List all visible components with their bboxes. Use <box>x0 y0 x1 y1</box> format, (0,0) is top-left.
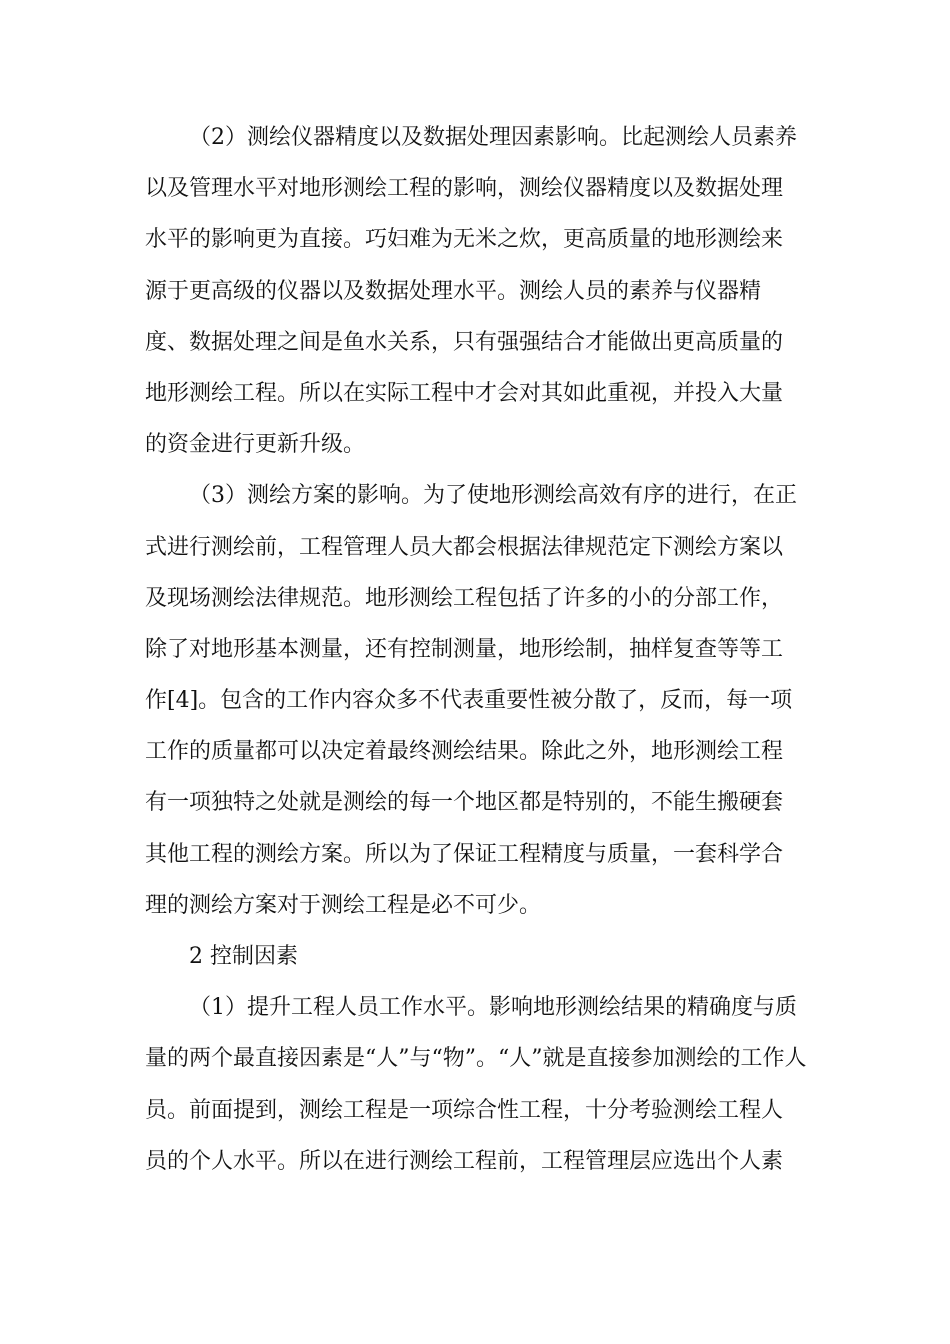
text-line: 员。前面提到，测绘工程是一项综合性工程，十分考验测绘工程人 <box>145 1097 784 1123</box>
text-line: （3）测绘方案的影响。为了使地形测绘高效有序的进行，在正 <box>189 483 797 509</box>
text-line: 有一项独特之处就是测绘的每一个地区都是特别的，不能生搬硬套 <box>145 790 784 816</box>
text-line: 源于更高级的仪器以及数据处理水平。测绘人员的素养与仪器精 <box>145 278 762 304</box>
text-line: 理的测绘方案对于测绘工程是必不可少。 <box>145 892 542 918</box>
text-line: 工作的质量都可以决定着最终测绘结果。除此之外，地形测绘工程 <box>145 739 784 765</box>
text-line: （2）测绘仪器精度以及数据处理因素影响。比起测绘人员素养 <box>189 125 797 150</box>
text-line: 及现场测绘法律规范。地形测绘工程包括了许多的小的分部工作， <box>145 585 784 611</box>
section-heading: 2 控制因素 <box>189 944 298 969</box>
text-line: 的资金进行更新升级。 <box>145 432 366 458</box>
body-text <box>145 112 810 1187</box>
text-line: （1）提升工程人员工作水平。影响地形测绘结果的精确度与质 <box>189 995 797 1021</box>
text-line: 员的个人水平。所以在进行测绘工程前，工程管理层应选出个人素 <box>145 1148 784 1174</box>
text-line: 除了对地形基本测量，还有控制测量，地形绘制，抽样复查等等工 <box>145 636 784 662</box>
paragraph-survey-plan <box>145 470 810 931</box>
text-line: 度、数据处理之间是鱼水关系，只有强强结合才能做出更高质量的 <box>145 329 784 355</box>
paragraph-staff-level <box>145 982 810 1187</box>
text-line: 作[4]。包含的工作内容众多不代表重要性被分散了，反而，每一项 <box>145 688 793 714</box>
text-line: 其他工程的测绘方案。所以为了保证工程精度与质量，一套科学合 <box>145 841 784 867</box>
text-line: 地形测绘工程。所以在实际工程中才会对其如此重视，并投入大量 <box>145 380 784 406</box>
text-line: 式进行测绘前，工程管理人员大都会根据法律规范定下测绘方案以 <box>145 534 784 560</box>
paragraph-instrument-precision <box>145 112 810 470</box>
text-line: 以及管理水平对地形测绘工程的影响，测绘仪器精度以及数据处理 <box>145 176 784 202</box>
text-line: 量的两个最直接因素是“人”与“物”。“人”就是直接参加测绘的工作人 <box>145 1046 807 1072</box>
text-line: 水平的影响更为直接。巧妇难为无米之炊，更高质量的地形测绘来 <box>145 227 784 253</box>
